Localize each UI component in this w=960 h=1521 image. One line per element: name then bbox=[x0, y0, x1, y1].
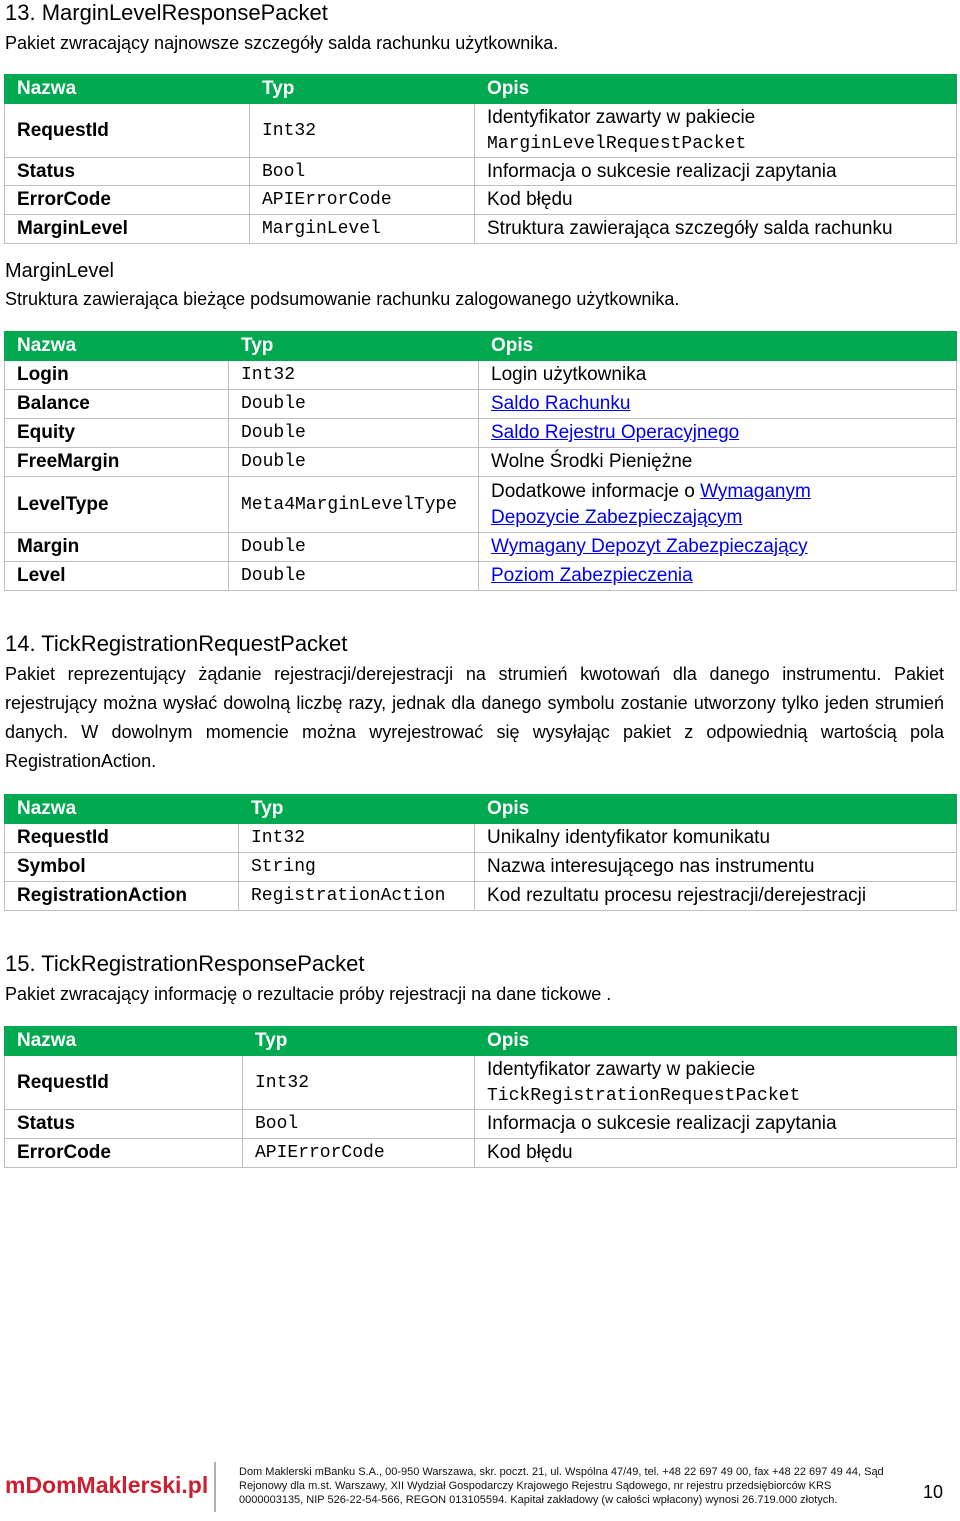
margin-level-structure-table bbox=[4, 331, 957, 591]
wymaganym-link[interactable]: Wymaganym bbox=[700, 480, 811, 502]
field-description bbox=[479, 562, 957, 591]
field-type: Bool bbox=[243, 1110, 475, 1139]
field-description bbox=[475, 104, 957, 158]
table-row bbox=[5, 390, 957, 419]
table-header-row bbox=[5, 332, 957, 361]
table-row bbox=[5, 1110, 957, 1139]
field-description: Login użytkownika bbox=[479, 361, 957, 390]
table-header-row bbox=[5, 1027, 957, 1056]
field-type: APIErrorCode bbox=[250, 186, 475, 215]
section-14-description: Pakiet reprezentujący żądanie rejestracji/derejestracji na strumień kwotowań dla danego instrumentu. Pakiet rejestrujący można wysłać dowolną liczbę razy, jednak dla danego symbolu zostanie utworzony tylko jeden strumień danych. W dowolnym momencie można wyrejestrować się wysyłając pakiet z odpowiednią wartością pola RegistrationAction. bbox=[5, 664, 944, 771]
field-type: Int32 bbox=[243, 1056, 475, 1110]
field-name: Margin bbox=[5, 533, 229, 562]
margin-level-heading: MarginLevel bbox=[5, 260, 114, 282]
field-name: RequestId bbox=[5, 824, 239, 853]
field-description: Informacja o sukcesie realizacji zapytania bbox=[475, 158, 957, 186]
field-description: Informacja o sukcesie realizacji zapytania bbox=[475, 1110, 957, 1139]
poziom-zabezpieczenia-link[interactable]: Poziom Zabezpieczenia bbox=[491, 565, 693, 586]
field-description: Kod błędu bbox=[475, 1139, 957, 1168]
depozycie-zabezpieczajacym-link[interactable]: Depozycie Zabezpieczającym bbox=[491, 506, 743, 528]
field-name: Status bbox=[5, 158, 250, 186]
saldo-rachunku-link[interactable]: Saldo Rachunku bbox=[491, 393, 631, 414]
table-row bbox=[5, 533, 957, 562]
table-row bbox=[5, 448, 957, 477]
field-description: Unikalny identyfikator komunikatu bbox=[475, 824, 957, 853]
tick-registration-response-table bbox=[4, 1026, 957, 1168]
field-name: RegistrationAction bbox=[5, 882, 239, 911]
column-header-description: Opis bbox=[475, 795, 957, 824]
column-header-type: Typ bbox=[229, 332, 479, 361]
field-type: RegistrationAction bbox=[239, 882, 475, 911]
section-15-description: Pakiet zwracający informację o rezultacie próby rejestracji na dane tickowe . bbox=[5, 984, 612, 1004]
column-header-type: Typ bbox=[250, 75, 475, 104]
column-header-name: Nazwa bbox=[5, 1027, 243, 1056]
table-row bbox=[5, 186, 957, 215]
field-name: LevelType bbox=[5, 477, 229, 533]
field-type: APIErrorCode bbox=[243, 1139, 475, 1168]
field-name: RequestId bbox=[5, 1056, 243, 1110]
field-description: Kod rezultatu procesu rejestracji/derejestracji bbox=[475, 882, 957, 911]
table-row bbox=[5, 419, 957, 448]
column-header-type: Typ bbox=[243, 1027, 475, 1056]
field-type: MarginLevel bbox=[250, 215, 475, 244]
table-row bbox=[5, 1056, 957, 1110]
field-type: Bool bbox=[250, 158, 475, 186]
field-description bbox=[479, 419, 957, 448]
section-13-heading: 13. MarginLevelResponsePacket bbox=[5, 0, 328, 25]
table-row bbox=[5, 824, 957, 853]
section-14-heading: 14. TickRegistrationRequestPacket bbox=[5, 631, 348, 656]
field-type: Int32 bbox=[239, 824, 475, 853]
field-description-text: Identyfikator zawarty w pakiecie bbox=[487, 106, 756, 128]
field-name: Login bbox=[5, 361, 229, 390]
section-13-description: Pakiet zwracający najnowsze szczegóły salda rachunku użytkownika. bbox=[5, 33, 559, 53]
field-description-code: TickRegistrationRequestPacket bbox=[487, 1085, 801, 1106]
column-header-type: Typ bbox=[239, 795, 475, 824]
section-15-heading: 15. TickRegistrationResponsePacket bbox=[5, 951, 365, 976]
column-header-name: Nazwa bbox=[5, 75, 250, 104]
table-row bbox=[5, 853, 957, 882]
table-header-row bbox=[5, 795, 957, 824]
field-description bbox=[475, 1056, 957, 1110]
table-row bbox=[5, 562, 957, 591]
table-row bbox=[5, 1139, 957, 1168]
field-name: ErrorCode bbox=[5, 186, 250, 215]
table-row bbox=[5, 158, 957, 186]
field-type: Double bbox=[229, 390, 479, 419]
field-description: Struktura zawierająca szczegóły salda rachunku bbox=[475, 215, 957, 244]
table-header-row bbox=[5, 75, 957, 104]
field-name: Equity bbox=[5, 419, 229, 448]
page-number: 10 bbox=[923, 1482, 944, 1502]
field-name: Level bbox=[5, 562, 229, 591]
table-row bbox=[5, 361, 957, 390]
field-description-text: Identyfikator zawarty w pakiecie bbox=[487, 1058, 756, 1080]
table-row bbox=[5, 215, 957, 244]
field-name: Symbol bbox=[5, 853, 239, 882]
field-description: Wolne Środki Pieniężne bbox=[479, 448, 957, 477]
field-type: Double bbox=[229, 448, 479, 477]
field-name: Balance bbox=[5, 390, 229, 419]
column-header-description: Opis bbox=[475, 75, 957, 104]
table-row bbox=[5, 104, 957, 158]
field-type: Int32 bbox=[229, 361, 479, 390]
field-name: RequestId bbox=[5, 104, 250, 158]
field-description: Nazwa interesującego nas instrumentu bbox=[475, 853, 957, 882]
field-description-text: Dodatkowe informacje o bbox=[491, 480, 695, 502]
footer-company-info: Dom Maklerski mBanku S.A., 00-950 Warszawa, skr. poczt. 21, ul. Wspólna 47/49, tel. +48 22 697 49 00, fax +48 22 697 49 44, Sąd Rejonowy dla m.st. Warszawy, XII Wydział Gospodarczy Krajowego Rejestru Sądowego, nr rejestru przedsiębiorców KRS 0000003135, NIP 526-22-54-566, REGON 013105594. Kapitał zakładowy (w całości wpłacony) wynosi 26.719.000 złotych. bbox=[239, 1466, 884, 1506]
field-type: Int32 bbox=[250, 104, 475, 158]
table-row bbox=[5, 477, 957, 533]
mdommaklerski-logo: mDomMaklerski.pl bbox=[5, 1472, 209, 1498]
column-header-name: Nazwa bbox=[5, 332, 229, 361]
field-type: String bbox=[239, 853, 475, 882]
field-description bbox=[479, 477, 957, 533]
field-type: Double bbox=[229, 419, 479, 448]
wymagany-depozyt-link[interactable]: Wymagany Depozyt Zabezpieczający bbox=[491, 536, 808, 557]
tick-registration-request-table bbox=[4, 794, 957, 911]
margin-level-response-table bbox=[4, 74, 957, 244]
field-name: Status bbox=[5, 1110, 243, 1139]
column-header-name: Nazwa bbox=[5, 795, 239, 824]
field-type: Double bbox=[229, 562, 479, 591]
field-description bbox=[479, 390, 957, 419]
field-type: Meta4MarginLevelType bbox=[229, 477, 479, 533]
column-header-description: Opis bbox=[479, 332, 957, 361]
table-row bbox=[5, 882, 957, 911]
field-description-code: MarginLevelRequestPacket bbox=[487, 133, 747, 154]
field-description bbox=[479, 533, 957, 562]
margin-level-description: Struktura zawierająca bieżące podsumowanie rachunku zalogowanego użytkownika. bbox=[5, 289, 680, 309]
field-name: FreeMargin bbox=[5, 448, 229, 477]
field-name: MarginLevel bbox=[5, 215, 250, 244]
field-description: Kod błędu bbox=[475, 186, 957, 215]
field-name: ErrorCode bbox=[5, 1139, 243, 1168]
saldo-rejestru-operacyjnego-link[interactable]: Saldo Rejestru Operacyjnego bbox=[491, 422, 740, 443]
column-header-description: Opis bbox=[475, 1027, 957, 1056]
footer-divider bbox=[214, 1462, 216, 1512]
field-type: Double bbox=[229, 533, 479, 562]
